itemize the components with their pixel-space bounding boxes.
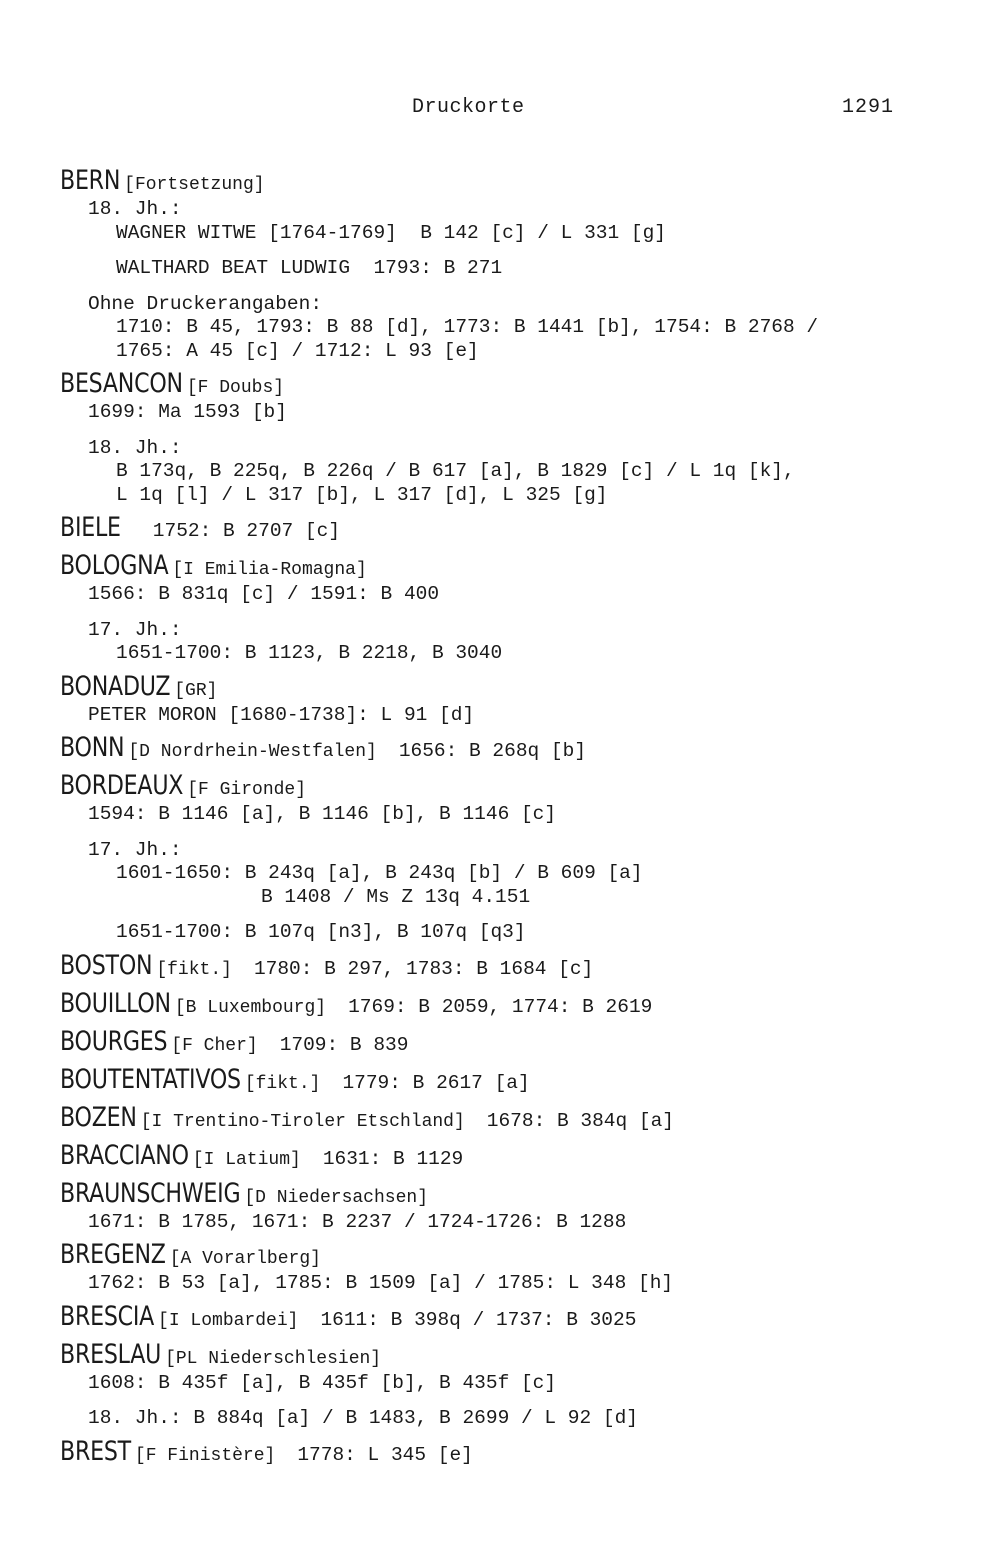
reference-line: PETER MORON [1680-1738]: L 91 [d]: [88, 703, 475, 726]
place-name: BOLOGNA: [60, 550, 169, 581]
index-entry: [60, 987, 960, 1021]
place-name: BRESCIA: [60, 1300, 155, 1332]
place-name: BREGENZ: [60, 1239, 166, 1270]
index-entry: [60, 769, 960, 945]
index-entry: [60, 511, 960, 545]
region-note: [F Cher]: [171, 1035, 258, 1056]
reference-line: B 173q, B 225q, B 226q / B 617 [a], B 1829 [c] / L 1q [k],: [116, 460, 795, 482]
reference-line: 1594: B 1146 [a], B 1146 [b], B 1146 [c]: [88, 803, 557, 825]
entry-heading: [60, 1025, 960, 1059]
place-name: BOURGES: [60, 1025, 168, 1057]
inline-references: 1611: B 398q / 1737: B 3025: [320, 1308, 637, 1331]
index-entry: [60, 1139, 960, 1173]
reference-line: 18. Jh.:: [88, 198, 182, 220]
place-name: BOSTON: [60, 949, 153, 981]
entry-heading: [60, 1238, 960, 1272]
index-entry: [60, 549, 960, 666]
place-name: BESANCON: [60, 368, 183, 399]
region-note: [F Gironde]: [187, 780, 307, 800]
inline-references: 1752: B 2707 [c]: [152, 520, 341, 542]
place-name: BIELE: [60, 512, 121, 543]
entry-heading: [60, 1177, 960, 1211]
entry-heading: [60, 164, 960, 198]
index-entry: [60, 949, 960, 983]
region-note: [fikt.]: [244, 1073, 321, 1094]
region-note: [F Doubs]: [186, 378, 285, 398]
inline-references: 1631: B 1129: [322, 1147, 464, 1170]
region-note: [D Nordrhein-Westfalen]: [128, 742, 377, 762]
region-note: [GR]: [174, 680, 218, 701]
index-entry: [60, 1338, 960, 1431]
region-note: [Fortsetzung]: [124, 175, 265, 195]
entry-heading: [60, 511, 960, 545]
entry-heading: [60, 731, 960, 765]
page-number: 1291: [842, 96, 895, 119]
index-entry: [60, 731, 960, 765]
index-entry: [60, 1177, 960, 1235]
place-name: BONN: [60, 732, 125, 763]
place-name: BORDEAUX: [60, 770, 184, 801]
place-name: BOUTENTATIVOS: [60, 1063, 241, 1095]
entry-heading: [60, 1435, 960, 1469]
reference-line: Ohne Druckerangaben:: [88, 292, 323, 315]
inline-references: 1769: B 2059, 1774: B 2619: [348, 995, 653, 1018]
reference-line: 18. Jh.: B 884q [a] / B 1483, B 2699 / L 92 [d]: [88, 1407, 638, 1429]
reference-line: L 1q [l] / L 317 [b], L 317 [d], L 325 [g]: [116, 483, 608, 506]
reference-line: 17. Jh.:: [88, 618, 182, 641]
inline-references: 1709: B 839: [279, 1033, 409, 1056]
region-note: [D Niedersachsen]: [244, 1187, 428, 1208]
place-name: BERN: [60, 165, 121, 196]
inline-references: 1778: L 345 [e]: [297, 1443, 473, 1466]
reference-line: 1710: B 45, 1793: B 88 [d], 1773: B 1441 [b], 1754: B 2768 /: [116, 316, 819, 338]
index-entry: [60, 1238, 960, 1296]
entry-heading: [60, 1101, 960, 1135]
index-entry: [60, 670, 960, 728]
page-header: [0, 96, 1000, 126]
reference-line: WAGNER WITWE [1764-1769] B 142 [c] / L 331 [g]: [116, 221, 666, 244]
place-name: BRACCIANO: [60, 1139, 189, 1171]
region-note: [I Emilia-Romagna]: [172, 560, 367, 580]
index-entry: [60, 1435, 960, 1469]
index-entry: [60, 1300, 960, 1334]
entry-heading: [60, 1063, 960, 1097]
region-note: [F Finistère]: [134, 1445, 276, 1466]
place-name: BRAUNSCHWEIG: [60, 1177, 241, 1209]
place-name: BRESLAU: [60, 1338, 162, 1370]
index-list: [60, 164, 960, 1469]
entry-heading: [60, 949, 960, 983]
region-note: [I Latium]: [192, 1149, 301, 1170]
index-entry: [60, 1063, 960, 1097]
reference-line: 18. Jh.:: [88, 436, 182, 459]
entry-heading: [60, 549, 960, 583]
reference-line: 1762: B 53 [a], 1785: B 1509 [a] / 1785: L 348 [h]: [88, 1272, 674, 1294]
entry-heading: [60, 367, 960, 401]
entry-heading: [60, 1139, 960, 1173]
inline-references: 1656: B 268q [b]: [398, 740, 587, 762]
entry-heading: [60, 1300, 960, 1334]
index-entry: [60, 164, 960, 363]
reference-line: 1651-1700: B 1123, B 2218, B 3040: [116, 642, 503, 664]
place-name: BOUILLON: [60, 987, 171, 1019]
place-name: BREST: [60, 1435, 131, 1467]
reference-line: 1765: A 45 [c] / 1712: L 93 [e]: [116, 339, 479, 362]
reference-line: 1566: B 831q [c] / 1591: B 400: [88, 583, 440, 605]
reference-line: 1699: Ma 1593 [b]: [88, 401, 287, 423]
entry-heading: [60, 1338, 960, 1372]
entry-heading: [60, 987, 960, 1021]
region-note: [B Luxembourg]: [174, 997, 327, 1018]
place-name: BONADUZ: [60, 670, 171, 702]
inline-references: 1780: B 297, 1783: B 1684 [c]: [253, 957, 594, 980]
reference-line: B 1408 / Ms Z 13q 4.151: [261, 885, 531, 908]
entry-heading: [60, 670, 960, 704]
inline-references: 1678: B 384q [a]: [486, 1109, 675, 1132]
reference-line: 17. Jh.:: [88, 838, 182, 861]
region-note: [fikt.]: [156, 959, 232, 980]
reference-line: 1651-1700: B 107q [n3], B 107q [q3]: [116, 921, 526, 943]
index-entry: [60, 367, 960, 507]
index-entry: [60, 1101, 960, 1135]
running-title: Druckorte: [412, 96, 525, 119]
region-note: [PL Niederschlesien]: [165, 1348, 382, 1369]
region-note: [A Vorarlberg]: [169, 1249, 321, 1269]
entry-heading: [60, 769, 960, 803]
inline-references: 1779: B 2617 [a]: [342, 1071, 530, 1094]
reference-line: 1608: B 435f [a], B 435f [b], B 435f [c]: [88, 1371, 557, 1394]
reference-line: WALTHARD BEAT LUDWIG 1793: B 271: [116, 257, 503, 279]
place-name: BOZEN: [60, 1101, 137, 1133]
region-note: [I Lombardei]: [158, 1310, 299, 1331]
region-note: [I Trentino-Tiroler Etschland]: [140, 1111, 465, 1132]
reference-line: 1601-1650: B 243q [a], B 243q [b] / B 609 [a]: [116, 862, 643, 884]
index-entry: [60, 1025, 960, 1059]
reference-line: 1671: B 1785, 1671: B 2237 / 1724-1726: B 1288: [88, 1210, 627, 1233]
